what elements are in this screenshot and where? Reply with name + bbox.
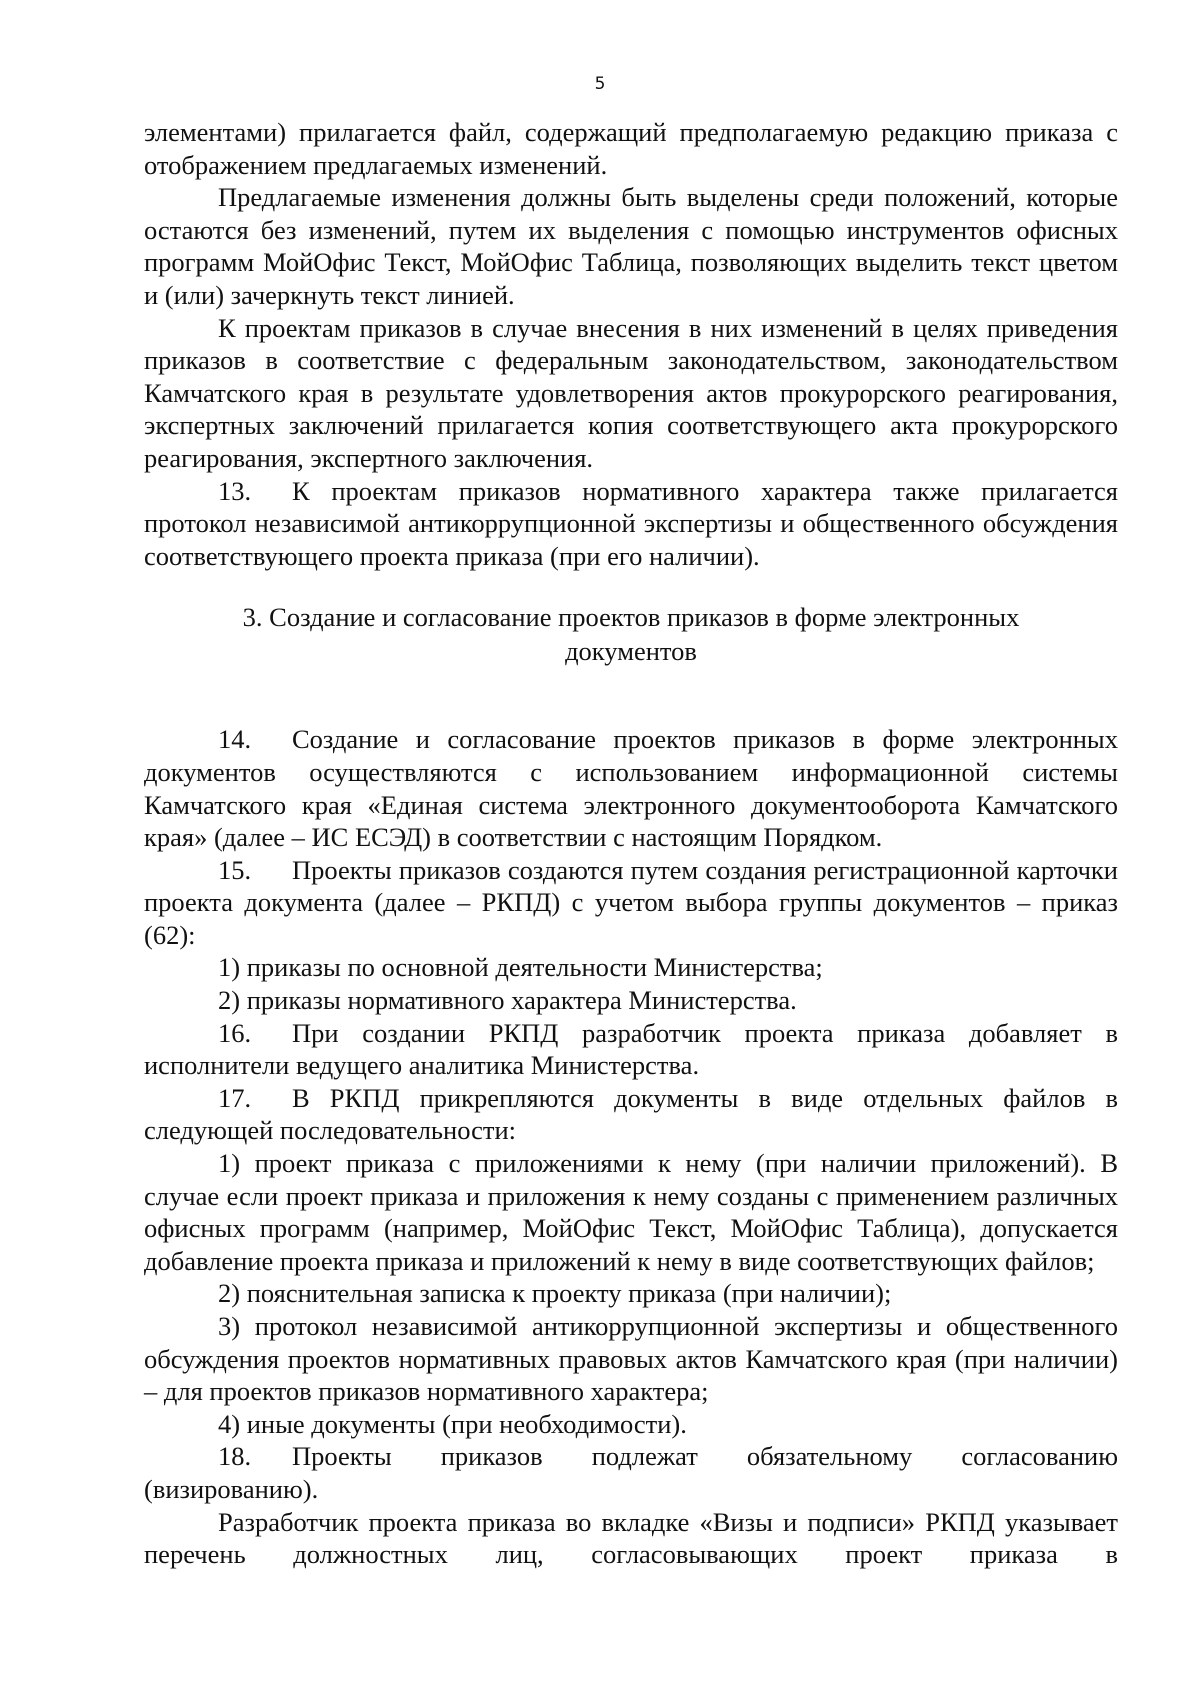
page-number: 5 [594,74,606,94]
section-heading-line-2: документов [565,636,697,667]
paragraph-number: 14. [218,724,252,755]
list-item: 3) протокол независимой антикоррупционной экспертизы и общественного обсуждения проектов нормативных правовых актов Камчатского края (при наличии) – для проектов приказов нормативного характера; [144,1311,1118,1407]
paragraph-continuation: элементами) прилагается файл, содержащий предполагаемую редакцию приказа с отображением предлагаемых изменений. [144,117,1118,180]
list-item: 4) иные документы (при необходимости). [218,1408,687,1439]
paragraph-number: 17. [218,1082,252,1113]
paragraph-15 [144,854,1118,952]
paragraph-text: Создание и согласование проектов приказов в форме электронных документов осуществляются с использованием информационной системы Камчатского края «Единая система электронного документооборота Камчатского края» (далее – ИС ЕСЭД) в соответствии с настоящим Порядком. [144,724,1118,853]
paragraph-text: При создании РКПД разработчик проекта приказа добавляет в исполнители ведущего аналитика Министерства. [144,1017,1118,1081]
paragraph-changes-highlight: Предлагаемые изменения должны быть выделены среди положений, которые остаются без изменений, путем их выделения с помощью инструментов офисных программ МойОфис Текст, МойОфис Таблица, позволяющих выделить текст цветом и (или) зачеркнуть текст линией. [144,182,1118,310]
paragraph-14 [144,723,1118,853]
list-item: 2) приказы нормативного характера Министерства. [218,985,797,1016]
paragraph-18 [144,1440,1118,1505]
paragraph-number: 18. [218,1441,252,1472]
paragraph-17 [144,1082,1118,1147]
paragraph-number: 13. [218,475,252,506]
document-body [144,116,1118,1571]
paragraph-prosecutor-acts: К проектам приказов в случае внесения в них изменений в целях приведения приказов в соответствие с федеральным законодательством, законодательством Камчатского края в результате удовлетворения актов прокурорского реагирования, экспертных заключений прилагается копия соответствующего акта прокурорского реагирования, экспертного заключения. [144,312,1118,473]
section-heading [144,600,1118,668]
paragraph-visas-tab: Разработчик проекта приказа во вкладке «Визы и подписи» РКПД указывает перечень должностных лиц, согласовывающих проект приказа в [144,1506,1118,1570]
paragraph-number: 15. [218,854,252,885]
paragraph-text: Проекты приказов подлежат обязательному согласованию (визированию). [144,1441,1118,1504]
paragraph-16 [144,1017,1118,1082]
paragraph-13 [144,475,1118,573]
paragraph-text: В РКПД прикрепляются документы в виде отдельных файлов в следующей последовательности: [144,1082,1118,1146]
list-item: 2) пояснительная записка к проекту приказа (при наличии); [218,1278,892,1309]
list-item: 1) приказы по основной деятельности Министерства; [218,952,823,983]
paragraph-text: Проекты приказов создаются путем создания регистрационной карточки проекта документа (далее – РКПД) с учетом выбора группы документов – приказ (62): [144,854,1118,950]
list-item: 1) проект приказа с приложениями к нему (при наличии приложений). В случае если проект приказа и приложения к нему созданы с применением различных офисных программ (например, МойОфис Текст, МойОфис Таблица), допускается добавление проекта приказа и приложений к нему в виде соответствующих файлов; [144,1148,1118,1276]
paragraph-text: К проектам приказов нормативного характера также прилагается протокол независимой антикоррупционной экспертизы и общественного обсуждения соответствующего проекта приказа (при его наличии). [144,475,1118,571]
paragraph-number: 16. [218,1017,252,1048]
section-heading-line-1: 3. Создание и согласование проектов приказов в форме электронных [242,602,1020,633]
